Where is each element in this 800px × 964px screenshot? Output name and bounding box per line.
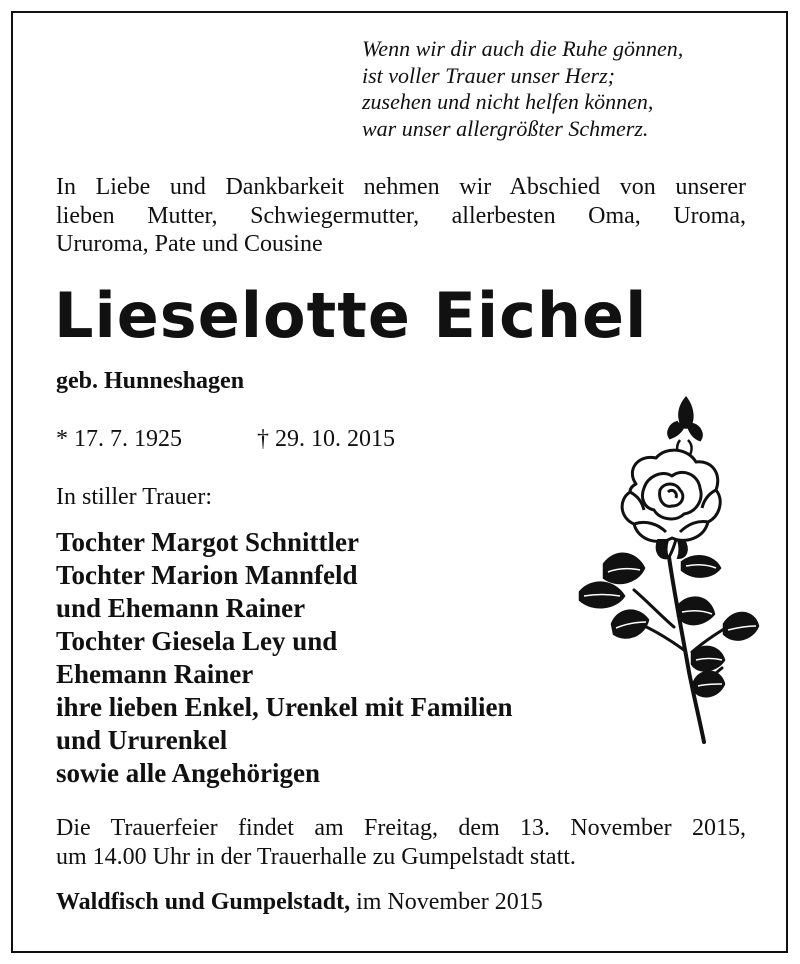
intro-line: In Liebe und Dankbarkeit nehmen wir Abschied von unserer — [56, 174, 746, 200]
deceased-name: Lieselotte Eichel — [54, 279, 648, 352]
mourners-list — [56, 526, 513, 790]
mourning-label: In stiller Trauer: — [56, 484, 212, 510]
place-date — [56, 887, 543, 917]
mourner-line: und Ehemann Rainer — [56, 593, 306, 623]
poem-line: zusehen und nicht helfen können, — [362, 89, 654, 114]
mourner-line: Tochter Marion Mannfeld — [56, 560, 358, 590]
life-dates — [56, 424, 395, 454]
poem — [362, 36, 762, 142]
poem-line: ist voller Trauer unser Herz; — [362, 62, 615, 88]
funeral-line: Die Trauerfeier findet am Freitag, dem 13. November 2015, — [56, 815, 746, 841]
mourner-line: Tochter Margot Schnittler — [56, 527, 359, 557]
mourner-line: sowie alle Angehörigen — [56, 758, 320, 788]
poem-line: Wenn wir dir auch die Ruhe gönnen, — [362, 36, 684, 61]
intro-text — [56, 173, 746, 259]
mourner-line: Tochter Giesela Ley und — [56, 626, 338, 656]
mourner-line: Ehemann Rainer — [56, 659, 254, 689]
place-names: Waldfisch und Gumpelstadt, — [56, 889, 351, 915]
birth-date: * 17. 7. 1925 — [56, 426, 182, 452]
rose-illustration — [574, 392, 764, 747]
funeral-line: um 14.00 Uhr in der Trauerhalle zu Gumpelstadt statt. — [56, 843, 576, 870]
intro-line: lieben Mutter, Schwiegermutter, allerbesten Oma, Uroma, — [56, 202, 746, 229]
poem-line: war unser allergrößter Schmerz. — [362, 115, 649, 141]
maiden-name: geb. Hunneshagen — [56, 368, 245, 394]
notice-date: im November 2015 — [350, 889, 543, 915]
mourner-line: ihre lieben Enkel, Urenkel mit Familien — [56, 692, 513, 722]
intro-line: Ururoma, Pate und Cousine — [56, 231, 323, 257]
mourner-line: und Ururenkel — [56, 725, 228, 755]
funeral-info — [56, 814, 746, 871]
death-date: † 29. 10. 2015 — [257, 426, 395, 452]
